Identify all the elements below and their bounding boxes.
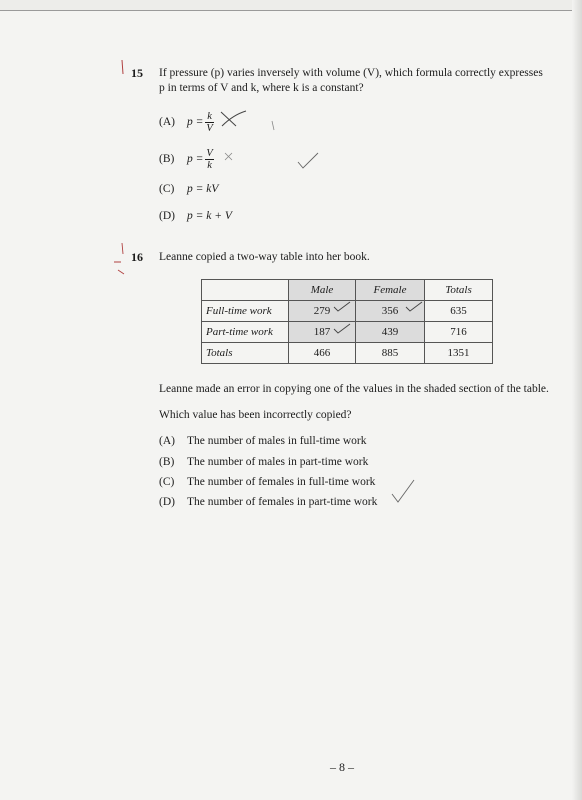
question-16-prompt: Which value has been incorrectly copied?: [159, 409, 352, 421]
q15-option-d: [159, 210, 232, 222]
table-cell: 716: [425, 322, 493, 343]
q15-option-a-label: (A): [159, 116, 175, 129]
table-header-female: Female: [356, 280, 425, 301]
pencil-tick-mark: [118, 58, 128, 78]
question-16-error-line: Leanne made an error in copying one of the values in the shaded section of the table.: [159, 383, 549, 395]
table-corner-cell: [202, 280, 289, 301]
pencil-x-mark: [222, 150, 236, 164]
pencil-check-mark: [332, 300, 352, 314]
question-15-line-2: p in terms of V and k, where k is a constant?: [159, 82, 364, 94]
table-cell: 187: [289, 322, 356, 343]
q16-option-c: [159, 476, 375, 488]
table-row-label: Totals: [202, 343, 289, 364]
q16-option-c-label: (C): [159, 476, 175, 488]
table-row-label: Part-time work: [202, 322, 289, 343]
q16-option-a-text: The number of males in full-time work: [187, 435, 367, 447]
table-cell: 466: [289, 343, 356, 364]
page-right-edge: [572, 0, 582, 800]
q16-option-d: [159, 496, 377, 508]
question-15-number: 15: [131, 66, 143, 80]
q15-option-a-lhs: p =: [187, 116, 204, 129]
q15-option-d-label: (D): [159, 210, 175, 222]
table-cell: 356: [356, 301, 425, 322]
table-row-label: Full-time work: [202, 301, 289, 322]
q16-option-a: [159, 435, 366, 447]
q16-option-b: [159, 456, 368, 468]
table-header-row: [202, 280, 493, 301]
table-cell: 1351: [425, 343, 493, 364]
table-header-male: Male: [289, 280, 356, 301]
table-cell: 439: [356, 322, 425, 343]
q15-option-b-fraction: [205, 148, 213, 171]
q15-option-a: [159, 111, 214, 134]
q15-option-b-label: (B): [159, 153, 175, 166]
q16-option-b-text: The number of males in part-time work: [187, 456, 369, 468]
q16-option-d-label: (D): [159, 496, 175, 508]
q15-option-b-denominator: k: [207, 160, 212, 171]
pencil-check-mark: [332, 322, 352, 336]
pencil-margin-marks: [110, 240, 132, 280]
page-top-edge: [0, 0, 582, 11]
q15-option-c-expr: p = kV: [187, 183, 219, 195]
q16-option-d-text: The number of females in part-time work: [187, 496, 378, 508]
q15-option-a-fraction: [205, 111, 213, 134]
q16-option-b-label: (B): [159, 456, 175, 468]
q15-option-c: [159, 183, 218, 195]
q15-option-a-denominator: V: [206, 123, 213, 134]
q15-option-b-numerator: V: [206, 148, 213, 159]
pencil-check-mark: [296, 150, 320, 172]
pencil-check-mark: [404, 300, 424, 314]
pencil-stroke-mark: [268, 118, 280, 134]
q15-option-d-expr: p = k + V: [187, 210, 232, 222]
q15-option-c-label: (C): [159, 183, 175, 195]
q16-option-c-text: The number of females in full-time work: [187, 476, 376, 488]
table-header-totals: Totals: [425, 280, 493, 301]
page-number: – 8 –: [330, 760, 354, 774]
q15-option-b-lhs: p =: [187, 153, 204, 166]
q15-option-b: [159, 148, 214, 171]
pencil-check-mark: [390, 478, 416, 506]
table-row: [202, 343, 493, 364]
q16-option-a-label: (A): [159, 435, 175, 447]
q15-option-a-numerator: k: [207, 111, 212, 122]
table-cell: 279: [289, 301, 356, 322]
table-cell: 635: [425, 301, 493, 322]
table-cell: 885: [356, 343, 425, 364]
question-16-number: 16: [131, 250, 143, 264]
question-15-line-1: If pressure (p) varies inversely with volume (V), which formula correctly expresses: [159, 67, 543, 79]
pencil-cross-mark: [218, 108, 248, 130]
question-16-intro: Leanne copied a two-way table into her book.: [159, 251, 370, 263]
